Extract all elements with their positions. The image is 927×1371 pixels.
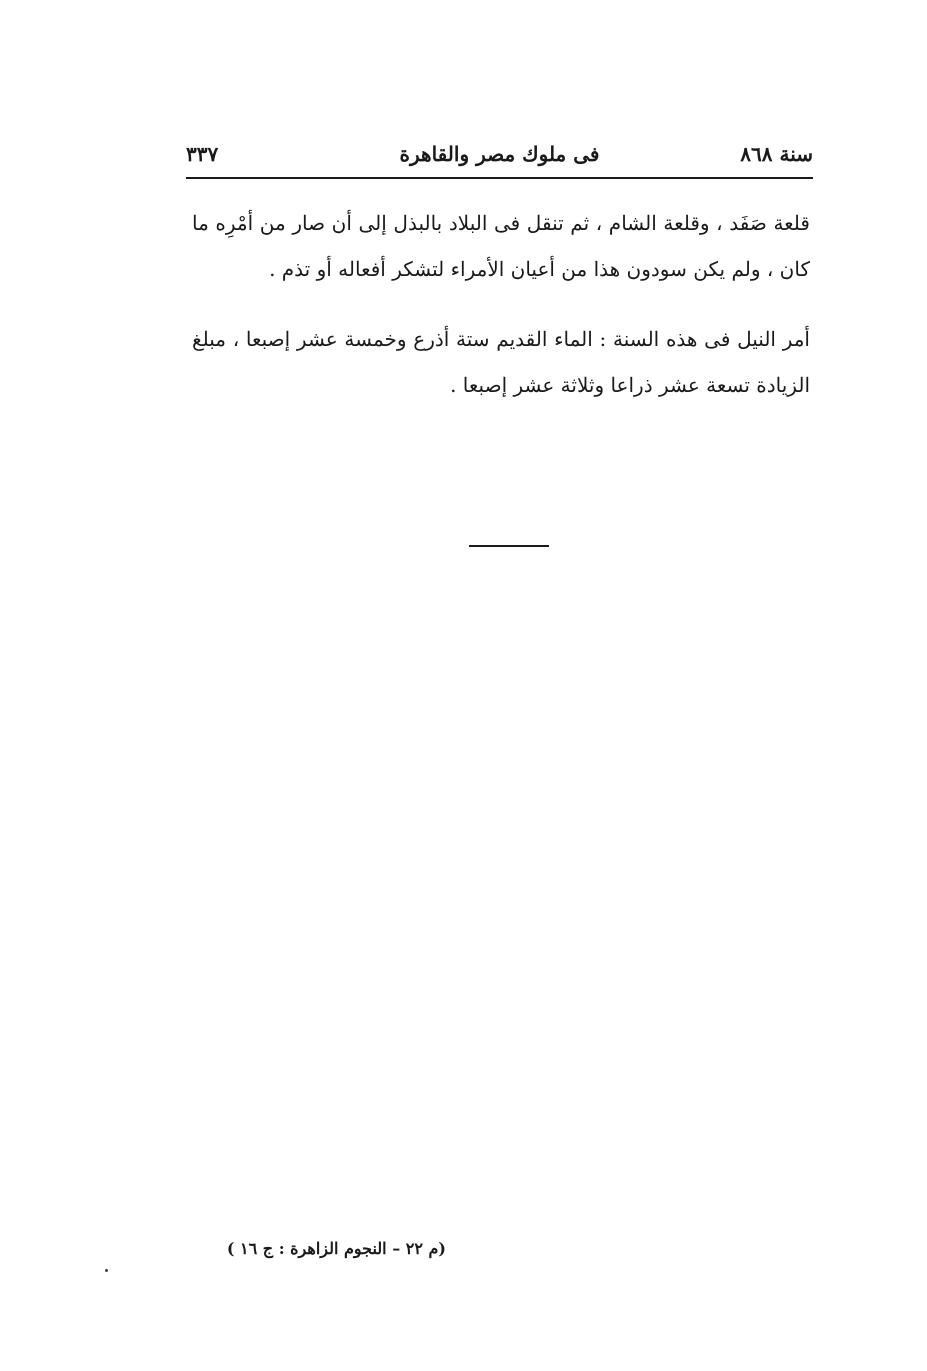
header-divider <box>186 177 813 179</box>
paper-speck <box>105 1269 108 1272</box>
paragraph-sudun: قلعة صَفَد ، وقلعة الشام ، ثم تنقل فى البلاد بالبذل إلى أن صار من أمْرِه ما كان ، ولم يكن سودون هذا من أعيان الأمراء لتشكر أفعاله أو تذم . <box>192 211 810 281</box>
section-end-rule <box>469 545 549 547</box>
header-title: فى ملوك مصر والقاهرة <box>399 142 600 166</box>
printer-signature: (م ٢٢ – النجوم الزاهرة : ج ١٦ ) <box>226 1239 446 1258</box>
running-header <box>186 138 813 178</box>
page-number: ٣٣٧ <box>186 142 219 166</box>
header-year: سنة ٨٦٨ <box>740 142 813 166</box>
paragraph-nile: أمر النيل فى هذه السنة : الماء القديم ستة أذرع وخمسة عشر إصبعا ، مبلغ الزيادة تسعة عشر ذراعا وثلاثة عشر إصبعا . <box>192 327 810 397</box>
